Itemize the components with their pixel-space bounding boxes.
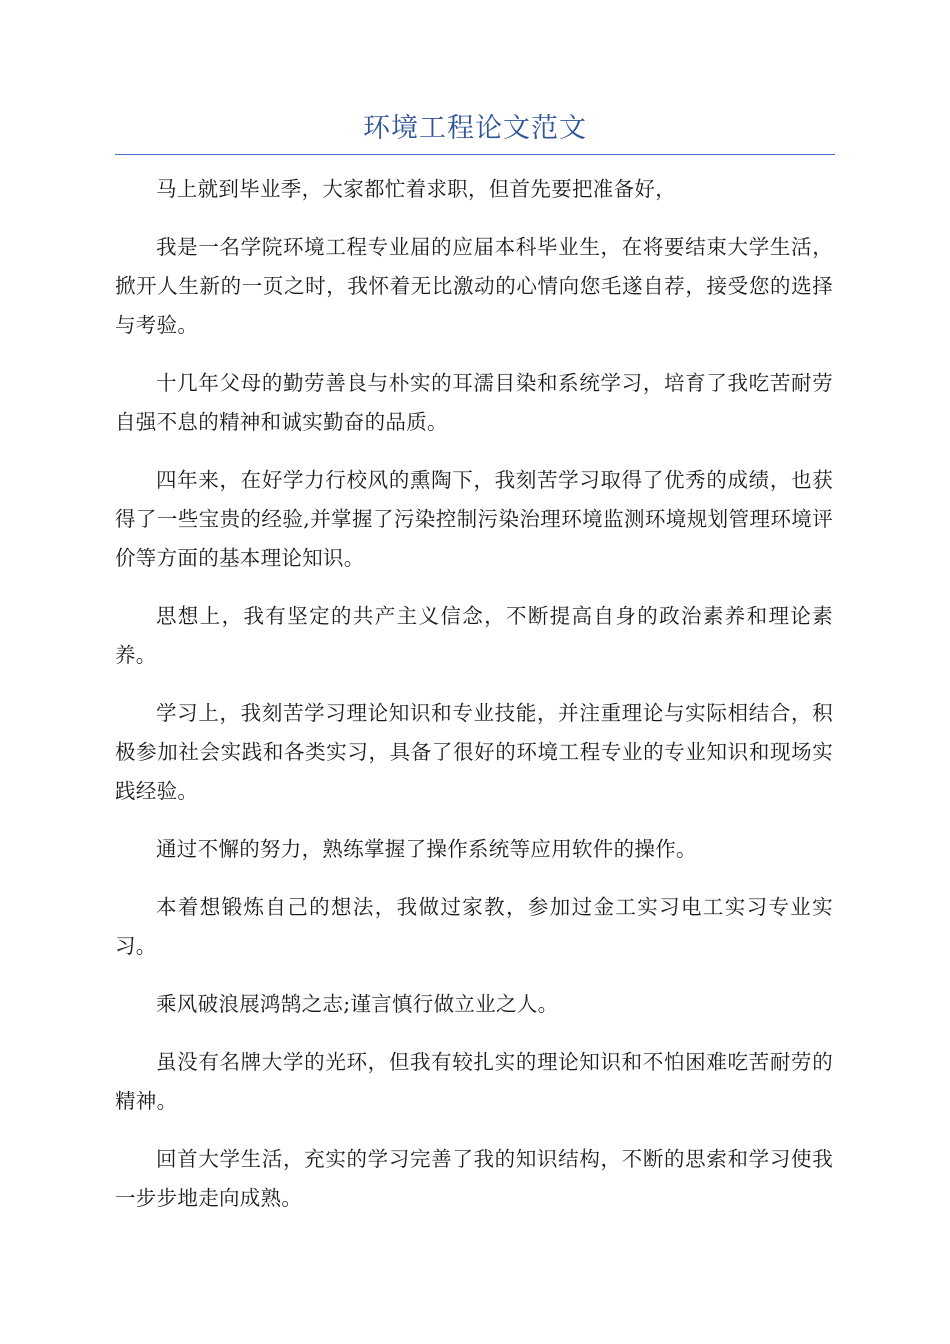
paragraph: 本着想锻炼自己的想法，我做过家教，参加过金工实习电工实习专业实习。: [115, 895, 833, 958]
paragraph: 思想上，我有坚定的共产主义信念，不断提高自身的政治素养和理论素养。: [115, 604, 833, 667]
paragraph: 我是一名学院环境工程专业届的应届本科毕业生，在将要结束大学生活，掀开人生新的一页之时，我怀着无比激动的心情向您毛遂自荐，接受您的选择与考验。: [115, 235, 833, 337]
title-underline: [115, 154, 835, 155]
paragraph: 十几年父母的勤劳善良与朴实的耳濡目染和系统学习，培育了我吃苦耐劳自强不息的精神和诚实勤奋的品质。: [115, 371, 833, 434]
paragraph: 乘风破浪展鸿鹄之志;谨言慎行做立业之人。: [156, 992, 559, 1016]
paragraph: 通过不懈的努力，熟练掌握了操作系统等应用软件的操作。: [156, 837, 697, 861]
paragraph: 四年来，在好学力行校风的熏陶下，我刻苦学习取得了优秀的成绩，也获得了一些宝贵的经验,并掌握了污染控制污染治理环境监测环境规划管理环境评价等方面的基本理论知识。: [115, 468, 833, 570]
document-title: 环境工程论文范文: [363, 113, 587, 144]
paragraph: 学习上，我刻苦学习理论知识和专业技能，并注重理论与实际相结合，积极参加社会实践和各类实习，具备了很好的环境工程专业的专业知识和现场实践经验。: [115, 701, 833, 803]
paragraph: 马上就到毕业季，大家都忙着求职，但首先要把准备好，: [156, 177, 676, 201]
document-body: [115, 170, 833, 1237]
paragraph: 虽没有名牌大学的光环，但我有较扎实的理论知识和不怕困难吃苦耐劳的精神。: [115, 1050, 833, 1113]
paragraph: 回首大学生活，充实的学习完善了我的知识结构，不断的思索和学习使我一步步地走向成熟。: [115, 1147, 833, 1210]
